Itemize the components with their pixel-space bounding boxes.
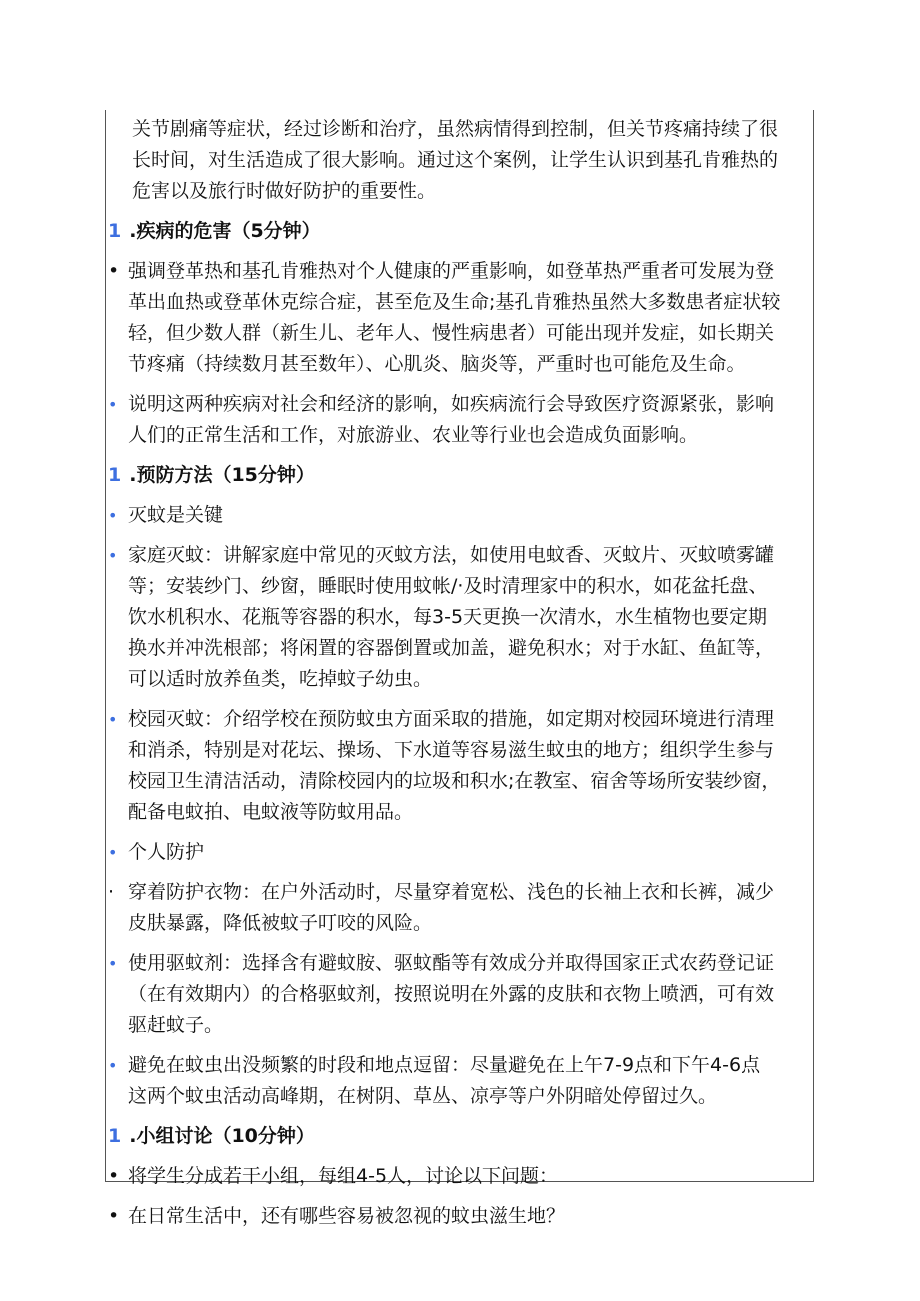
item-line: 校园灭蚊：介绍学校在预防蚊虫方面采取的措施，如定期对校园环境进行清理 [128, 708, 775, 730]
item-line: 个人防护 [128, 841, 205, 863]
intro-line: 危害以及旅行时做好防护的重要性。 [132, 180, 437, 202]
item-line: 驱赶蚊子。 [128, 1014, 224, 1036]
list-item [108, 877, 808, 939]
list-item [108, 948, 808, 1041]
intro-line: 关节剧痛等症状，经过诊断和治疗，虽然病情得到控制，但关节疼痛持续了很 [132, 118, 779, 140]
section-title: .小组讨论（10分钟） [129, 1125, 315, 1147]
section-number: 1 [108, 1125, 122, 1147]
bullet-icon: • [108, 506, 118, 525]
item-line: 轻，但少数人群（新生儿、老年人、慢性病患者）可能出现并发症，如长期关 [128, 322, 775, 344]
item-line: 说明这两种疾病对社会和经济的影响，如疾病流行会导致医疗资源紧张，影响 [128, 393, 775, 415]
section-title: .疾病的危害（5分钟） [129, 220, 321, 242]
bullet-icon: • [108, 1056, 118, 1075]
section-heading-prevention [108, 460, 808, 491]
bullet-icon: • [108, 395, 118, 414]
section-number: 1 [108, 464, 122, 486]
item-line: （在有效期内）的合格驱蚊剂，按照说明在外露的皮肤和衣物上喷洒，可有效 [128, 983, 775, 1005]
list-item [108, 256, 808, 380]
item-line: 强调登革热和基孔肯雅热对个人健康的严重影响，如登革热严重者可发展为登 [128, 260, 775, 282]
item-line: 节疼痛（持续数月甚至数年）、心肌炎、脑炎等，严重时也可能危及生命。 [128, 353, 746, 375]
bullet-icon: • [108, 954, 118, 973]
list-item [108, 389, 808, 451]
item-line: 等；安装纱门、纱窗，睡眠时使用蚊帐/·及时清理家中的积水，如花盆托盘、 [128, 575, 768, 597]
item-line: 将学生分成若干小组，每组4-5人，讨论以下问题： [128, 1165, 559, 1187]
item-line: 避免在蚊虫出没频繁的时段和地点逗留：尽量避免在上午7-9点和下午4-6点 [128, 1054, 761, 1076]
item-line: 可以适时放养鱼类，吃掉蚊子幼虫。 [128, 668, 433, 690]
bullet-icon: • [108, 1165, 120, 1187]
lesson-content [108, 114, 808, 1232]
intro-paragraph [108, 114, 808, 207]
list-item [108, 1050, 808, 1112]
intro-line: 长时间，对生活造成了很大影响。通过这个案例，让学生认识到基孔肯雅热的 [132, 149, 779, 171]
item-line: 配备电蚊拍、电蚊液等防蚊用品。 [128, 801, 414, 823]
item-line: 家庭灭蚊：讲解家庭中常见的灭蚊方法，如使用电蚊香、灭蚊片、灭蚊喷雾罐 [128, 544, 775, 566]
item-line: 革出血热或登革休克综合症，甚至危及生命;基孔肯雅热虽然大多数患者症状较 [128, 291, 781, 313]
list-item [108, 540, 808, 695]
list-item [108, 500, 808, 531]
list-item [108, 1201, 808, 1232]
item-line: 换水并冲洗根部；将闲置的容器倒置或加盖，避免积水；对于水缸、鱼缸等， [128, 637, 775, 659]
item-line: 饮水机积水、花瓶等容器的积水，每3-5天更换一次清水，水生植物也要定期 [128, 606, 768, 628]
item-line: 使用驱蚊剂：选择含有避蚊胺、驱蚊酯等有效成分并取得国家正式农药登记证 [128, 952, 775, 974]
item-line: 和消杀，特别是对花坛、操场、下水道等容易滋生蚊虫的地方；组织学生参与 [128, 739, 775, 761]
item-line: 人们的正常生活和工作，对旅游业、农业等行业也会造成负面影响。 [128, 424, 699, 446]
bullet-icon: • [108, 843, 118, 862]
bullet-icon: · [108, 881, 115, 903]
item-line: 这两个蚊虫活动高峰期，在树阴、草丛、凉亭等户外阴暗处停留过久。 [128, 1085, 718, 1107]
item-line: 穿着防护衣物：在户外活动时，尽量穿着宽松、浅色的长袖上衣和长裤，减少 [128, 881, 775, 903]
section-number: 1 [108, 220, 122, 242]
bullet-icon: • [108, 546, 118, 565]
item-line: 校园卫生清洁活动，清除校园内的垃圾和积水;在教室、宿舍等场所安装纱窗， [128, 770, 781, 792]
item-line: 皮肤暴露，降低被蚊子叮咬的风险。 [128, 912, 433, 934]
bullet-icon: • [108, 1205, 120, 1227]
item-line: 灭蚊是关键 [128, 504, 224, 526]
list-item [108, 1161, 808, 1192]
section-heading-harm [108, 216, 808, 247]
section-title: .预防方法（15分钟） [129, 464, 315, 486]
list-item [108, 837, 808, 868]
section-heading-discussion [108, 1121, 808, 1152]
bullet-icon: • [108, 260, 120, 282]
list-item [108, 704, 808, 828]
item-line: 在日常生活中，还有哪些容易被忽视的蚊虫滋生地？ [128, 1205, 566, 1227]
bullet-icon: • [108, 710, 118, 729]
